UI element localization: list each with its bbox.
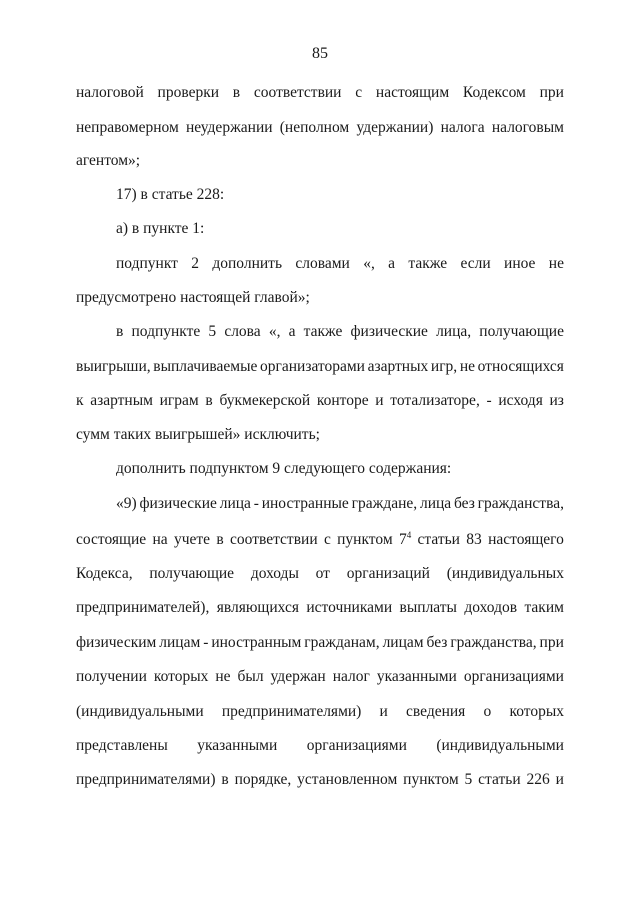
word: подпункте [131,323,201,340]
text-line-7: предусмотрено настоящей главой»; [76,289,310,306]
text-line-3: агентом»; [76,152,141,169]
word: а [388,255,396,272]
word: при [539,84,564,101]
word: неудержании [185,119,273,136]
word: порядке, [234,771,292,788]
word: установленном [297,771,398,788]
word: лица, [436,323,472,340]
word: настоящего [488,531,564,548]
word: гражданства, [477,495,564,512]
text-line-8 [116,323,564,341]
word: налоговым [491,119,564,136]
word: доходы [250,565,299,582]
word: физические [139,495,217,512]
word [399,531,411,549]
word: не [459,358,475,375]
word: статьи [417,531,460,548]
word: не [215,668,231,685]
word: организаторами [260,358,365,375]
word: выплаты [399,599,457,616]
word: от [315,565,330,582]
word: пунктом [337,531,393,548]
word: учете [173,531,211,548]
word: лица [219,495,251,512]
word: гражданам, [304,634,380,651]
text-line-6 [116,255,564,273]
word: лицам [382,634,424,651]
word: с [355,84,363,101]
word: при [539,634,564,651]
text-line-12: дополнить подпунктом 9 следующего содержания: [116,460,452,477]
word: в [221,771,229,788]
word: игр, [430,358,458,375]
word: исходя [498,392,543,409]
word: проверки [157,84,220,101]
word: подпункт [116,255,178,272]
word: не [548,255,564,272]
word: играм [159,392,199,409]
word: указанными [197,737,278,754]
word: гражданства, [450,634,537,651]
text-line-1 [76,84,564,102]
word: соответствии [253,84,342,101]
text-line-19 [76,703,564,721]
word: физические [350,323,428,340]
word: предпринимателями) [76,771,216,788]
page-number: 85 [312,45,328,62]
superscript: 4 [406,530,412,540]
word: доходов [464,599,518,616]
word: конторе [316,392,369,409]
word-part: 7 [398,531,407,548]
word: иностранным [211,634,302,651]
word: азартным [90,392,153,409]
word: получении [76,668,147,685]
text-line-9 [76,358,564,376]
word: налоговой [76,84,144,101]
word: а [288,323,296,340]
word: получающие [149,565,235,582]
word: букмекерской [219,392,311,409]
word: удержании) [356,119,434,136]
word: которых [509,703,564,720]
text-line-20 [76,737,564,755]
word: предпринимателями) [221,703,362,720]
text-line-14 [76,531,564,549]
word: и [375,392,384,409]
word: соответствии [230,531,318,548]
word: 83 [466,531,482,548]
word: Кодексом [462,84,526,101]
text-line-2 [76,119,564,137]
word: неправомерном [76,119,179,136]
word: с [323,531,331,548]
word: настоящим [375,84,450,101]
word: тотализаторе, [390,392,480,409]
word: азартных [367,358,429,375]
word: был [237,668,264,685]
word: - [486,392,492,409]
text-line-10 [76,392,564,410]
word: указанными [376,668,457,685]
word: физическим [76,634,157,651]
word: выигрыши, [76,358,151,375]
word: без [453,495,475,512]
word: также [408,255,448,272]
word: пунктом [403,771,459,788]
word: которых [153,668,209,685]
word: граждане, [351,495,418,512]
word: статьи [478,771,521,788]
word: также [303,323,343,340]
word: иное [504,255,536,272]
word: (индивидуальными [76,703,204,720]
word: получающие [479,323,564,340]
word: если [460,255,491,272]
text-line-13 [116,495,564,513]
text-line-21 [76,771,564,789]
word: (индивидуальных [446,565,564,582]
word: организациями [306,737,407,754]
word: сведения [406,703,466,720]
word: (индивидуальными [436,737,564,754]
word: без [426,634,448,651]
word: «, [363,255,375,272]
word: организаций [346,565,430,582]
word: удержан [270,668,326,685]
word: на [152,531,168,548]
word: лица [419,495,452,512]
word: лицам [159,634,201,651]
word: налог [332,668,370,685]
word: из [549,392,564,409]
word: организациями [463,668,564,685]
word: «, [268,323,281,340]
word: 2 [191,255,200,272]
word: и [555,771,564,788]
text-line-11: сумм таких выигрышей» исключить; [76,426,320,443]
word: 5 [208,323,217,340]
word: к [76,392,84,409]
word: выплачиваемые [153,358,258,375]
word: - [203,634,209,651]
text-line-15 [76,565,564,583]
text-line-4: 17) в статье 228: [116,186,225,203]
word: являющихся [216,599,299,616]
word: иностранные [261,495,349,512]
text-line-5: а) в пункте 1: [116,220,205,237]
word: слова [224,323,261,340]
word: словами [295,255,350,272]
word: в [216,531,224,548]
word: о [483,703,492,720]
text-line-17 [76,634,564,652]
word: «9) [116,495,137,512]
word: 226 [526,771,550,788]
word: дополнить [212,255,283,272]
word: в [232,84,241,101]
word: налога [440,119,485,136]
word: источниками [306,599,393,616]
word: 5 [464,771,473,788]
word: таким [524,599,564,616]
word: в [205,392,213,409]
word: и [379,703,388,720]
word: Кодекса, [76,565,133,582]
word: относящихся [477,358,564,375]
text-line-16 [76,599,564,617]
word: представлены [76,737,168,754]
word: в [116,323,124,340]
word: предпринимателей), [76,599,210,616]
text-line-18 [76,668,564,686]
word: - [253,495,259,512]
word: (неполном [279,119,350,136]
word: состоящие [76,531,147,548]
